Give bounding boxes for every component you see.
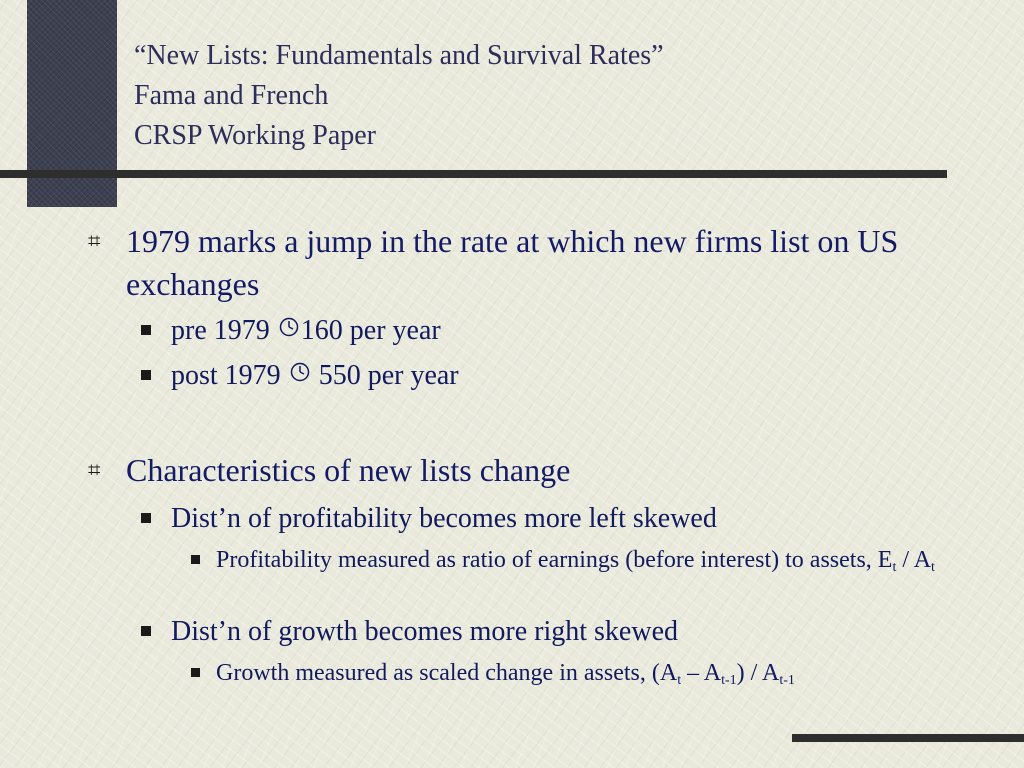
square-bullet-icon [141, 325, 151, 335]
title-line-paper: “New Lists: Fundamentals and Survival Rates” [134, 40, 664, 71]
subscript: t [892, 560, 897, 575]
detail-profitability-measure [216, 545, 936, 575]
square-bullet-icon [141, 370, 151, 380]
title-line-authors: Fama and French [134, 80, 329, 111]
sub-bullet-growth [171, 615, 678, 649]
title-line-source: CRSP Working Paper [134, 120, 376, 151]
square-bullet-icon [141, 513, 151, 523]
sub-bullet-profitability [171, 502, 717, 536]
square-bullet-icon [191, 555, 200, 564]
detail-text: Profitability measured as ratio of earnings (before interest) to assets, E [216, 547, 893, 573]
sub-bullet-label: pre 1979 [171, 315, 277, 346]
clock-icon [290, 362, 310, 382]
square-bullet-icon [141, 626, 151, 636]
detail-text: ) / A [736, 660, 780, 686]
detail-growth-measure [216, 658, 936, 688]
subscript: t [677, 673, 682, 688]
sub-bullet-post-1979 [171, 359, 459, 393]
subscript: t [931, 560, 935, 575]
subscript: t-1 [779, 673, 795, 688]
subscript: t-1 [721, 673, 737, 688]
sub-bullet-value: 550 per year [311, 360, 459, 391]
bullet-new-listings-jump [88, 220, 936, 306]
sub-bullet-text: Dist’n of profitability becomes more left skewed [171, 503, 717, 534]
bullet-text: Characteristics of new lists change [126, 452, 571, 488]
detail-text: Growth measured as scaled change in assets, (A [216, 660, 678, 686]
sub-bullet-pre-1979 [171, 314, 441, 348]
sub-bullet-value: 160 per year [300, 315, 441, 346]
detail-text: / A [896, 547, 932, 573]
hash-bullet-icon: ⌗ [88, 458, 101, 483]
detail-text: – A [681, 660, 722, 686]
clock-icon [279, 317, 299, 337]
sub-bullet-label: post 1979 [171, 360, 288, 391]
bullet-characteristics-change [88, 449, 936, 492]
hash-bullet-icon: ⌗ [88, 229, 101, 254]
square-bullet-icon [191, 668, 200, 677]
sub-bullet-text: Dist’n of growth becomes more right skewed [171, 616, 678, 647]
bullet-text: 1979 marks a jump in the rate at which new firms list on US exchanges [126, 223, 899, 302]
